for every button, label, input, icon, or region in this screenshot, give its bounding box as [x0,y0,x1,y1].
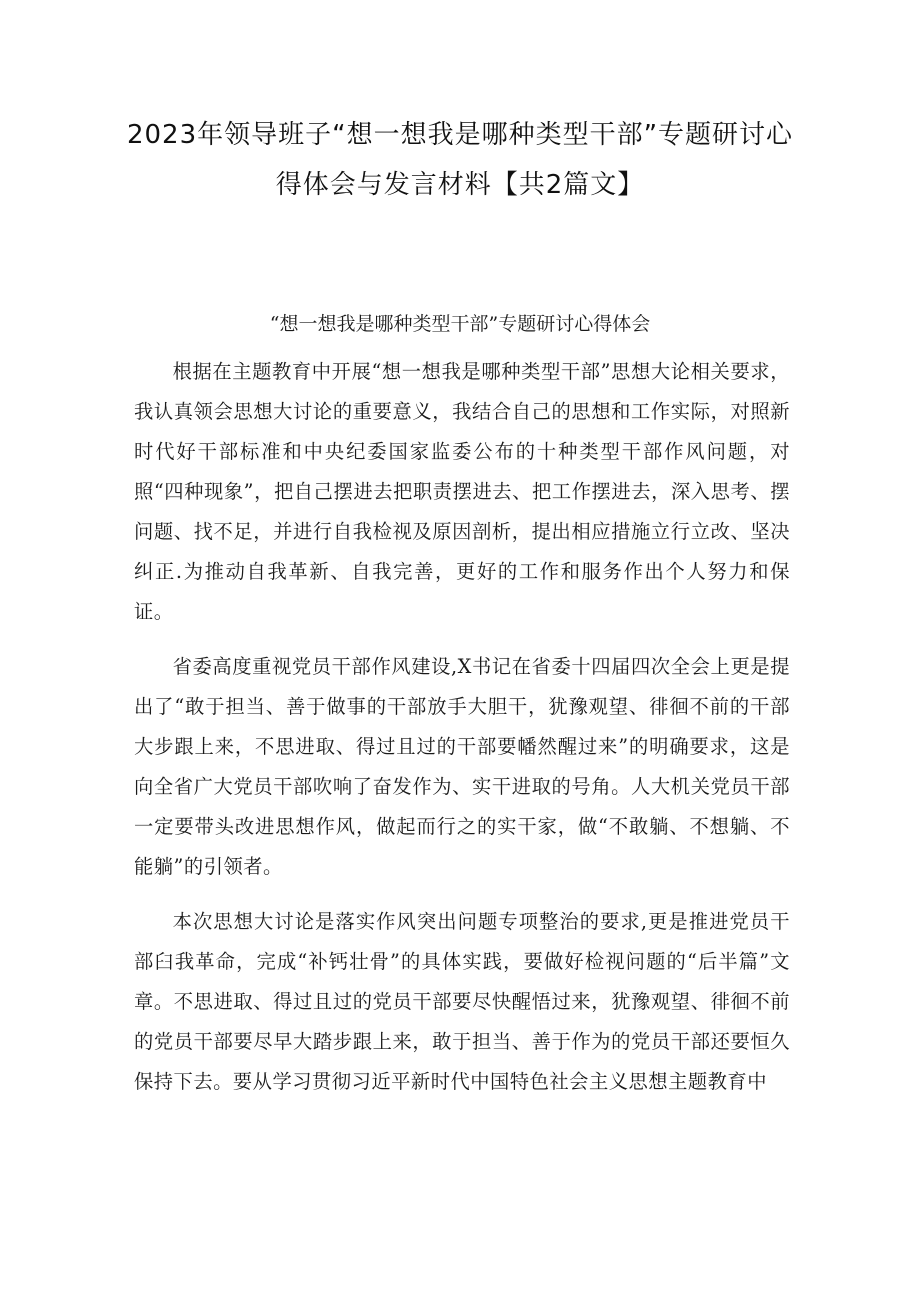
paragraph-3: 本次思想大讨论是落实作风突出问题专项整治的要求,更是推进党员干部臼我革命，完成“补钙壮骨”的具体实践，要做好检视问题的“后半篇”文章。不思进取、得过且过的党员干部要尽快醒悟过来，犹豫观望、徘徊不前的党员干部要尽早大踏步跟上来，敢于担当、善于作为的党员干部还要恒久保持下去。要从学习贯彻习近平新时代中国特色社会主义思想主题教育中 [134,910,790,1093]
document-title: 2023年领导班子“想一想我是哪种类型干部”专题研讨心得体会与发言材料【共2篇文】 [126,120,794,200]
paragraph-2: 省委高度重视党员干部作风建设,X书记在省委十四届四次全会上更是提出了“敢于担当、善于做事的干部放手大胆干，犹豫观望、徘徊不前的干部大步跟上来，不思进取、得过且过的干部要幡然醒过来”的明确要求，这是向全省广大党员干部吹响了奋发作为、实干进取的号角。人大机关党员干部一定要带头改进思想作风，做起而行之的实干家，做“不敢躺、不想躺、不能躺”的引领者。 [134,655,790,878]
section-title: “想一想我是哪种类型干部”专题研讨心得体会 [269,313,651,335]
paragraph-1: 根据在主题教育中开展“想一想我是哪种类型干部”思想大论相关要求，我认真领会思想大讨论的重要意义，我结合自己的思想和工作实际，对照新时代好干部标准和中央纪委国家监委公布的十种类型干部作风问题，对照“四种现象”，把自己摆进去把职责摆进去、把工作摆进去，深入思考、摆问题、找不足，并进行自我检视及原因剖析，提出相应措施立行立改、坚决纠正.为推动自我革新、自我完善，更好的工作和服务作出个人努力和保证。 [134,360,790,623]
document-body [134,352,790,1117]
